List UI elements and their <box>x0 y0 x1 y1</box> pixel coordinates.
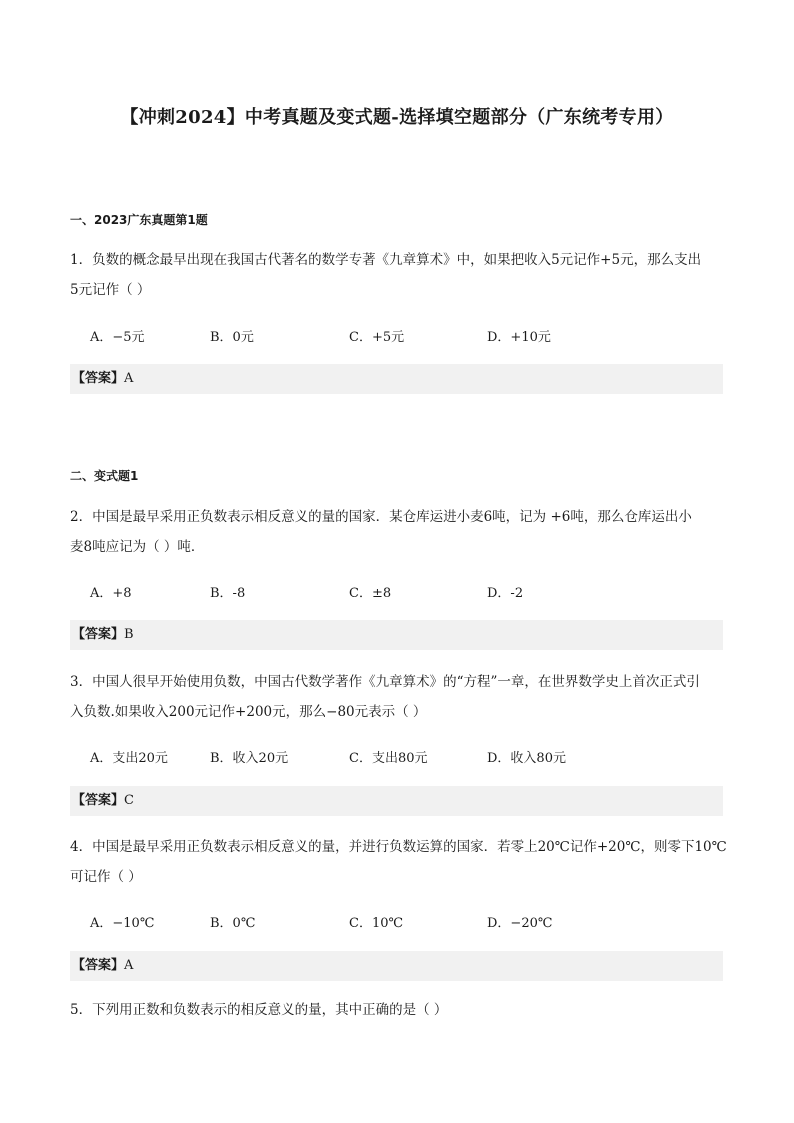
question-2-answer-box <box>70 620 723 650</box>
answer-value: C <box>124 793 134 808</box>
question-1-answer-box <box>70 364 723 394</box>
question-1-options <box>90 326 710 346</box>
question-3-option-c[interactable]: C．支出80元 <box>349 751 428 766</box>
question-3-line-1: 3．中国人很早开始使用负数，中国古代数学著作《九章算术》的“方程”一章，在世界数学史上首次正式引 <box>70 674 700 690</box>
question-4-option-a[interactable]: A．−10℃ <box>90 916 155 931</box>
question-3-answer-box <box>70 786 723 816</box>
answer-value: B <box>124 627 134 642</box>
question-4-answer-box <box>70 951 723 981</box>
question-2-options <box>90 582 710 602</box>
question-2-option-a[interactable]: A．+8 <box>90 586 132 601</box>
question-1-option-c[interactable]: C．+5元 <box>349 330 405 345</box>
question-3-option-a[interactable]: A．支出20元 <box>90 751 168 766</box>
question-5-line-1: 5．下列用正数和负数表示的相反意义的量，其中正确的是（ ） <box>70 1002 448 1018</box>
question-3-line-2: 入负数.如果收入200元记作+200元，那么−80元表示（ ） <box>70 704 427 720</box>
answer-label: 【答案】 <box>72 371 125 386</box>
question-4-line-2: 可记作（ ） <box>70 869 142 885</box>
answer-value: A <box>124 958 134 973</box>
question-4-option-d[interactable]: D．−20℃ <box>487 916 553 931</box>
question-4-option-b[interactable]: B．0℃ <box>210 916 256 931</box>
question-2-line-1: 2．中国是最早采用正负数表示相反意义的量的国家．某仓库运进小麦6吨，记为 +6吨，那么仓库运出小 <box>70 509 692 525</box>
section-heading-1: 一、2023广东真题第1题 <box>70 213 208 227</box>
answer-value: A <box>124 371 134 386</box>
page-title: 【冲刺2024】中考真题及变式题-选择填空题部分（广东统考专用） <box>120 107 674 128</box>
question-3-options <box>90 747 710 767</box>
question-4-option-c[interactable]: C．10℃ <box>349 916 404 931</box>
question-2-option-d[interactable]: D．-2 <box>487 586 524 601</box>
question-1-line-2: 5元记作（ ） <box>70 282 151 298</box>
question-4-options <box>90 912 710 932</box>
question-3-option-d[interactable]: D．收入80元 <box>487 751 566 766</box>
question-1-option-a[interactable]: A．−5元 <box>90 330 145 345</box>
question-1-option-b[interactable]: B．0元 <box>210 330 254 345</box>
answer-label: 【答案】 <box>72 793 125 808</box>
question-2-option-b[interactable]: B．-8 <box>210 586 246 601</box>
question-2-line-2: 麦8吨应记为（ ）吨． <box>70 539 205 555</box>
question-2-option-c[interactable]: C．±8 <box>349 586 392 601</box>
question-1-line-1: 1．负数的概念最早出现在我国古代著名的数学专著《九章算术》中，如果把收入5元记作+5元，那么支出 <box>70 252 702 268</box>
section-heading-2: 二、变式题1 <box>70 469 139 483</box>
answer-label: 【答案】 <box>72 627 125 642</box>
question-4-line-1: 4．中国是最早采用正负数表示相反意义的量，并进行负数运算的国家．若零上20℃记作+20℃，则零下10℃ <box>70 839 727 855</box>
question-1-option-d[interactable]: D．+10元 <box>487 330 551 345</box>
answer-label: 【答案】 <box>72 958 125 973</box>
question-3-option-b[interactable]: B．收入20元 <box>210 751 289 766</box>
